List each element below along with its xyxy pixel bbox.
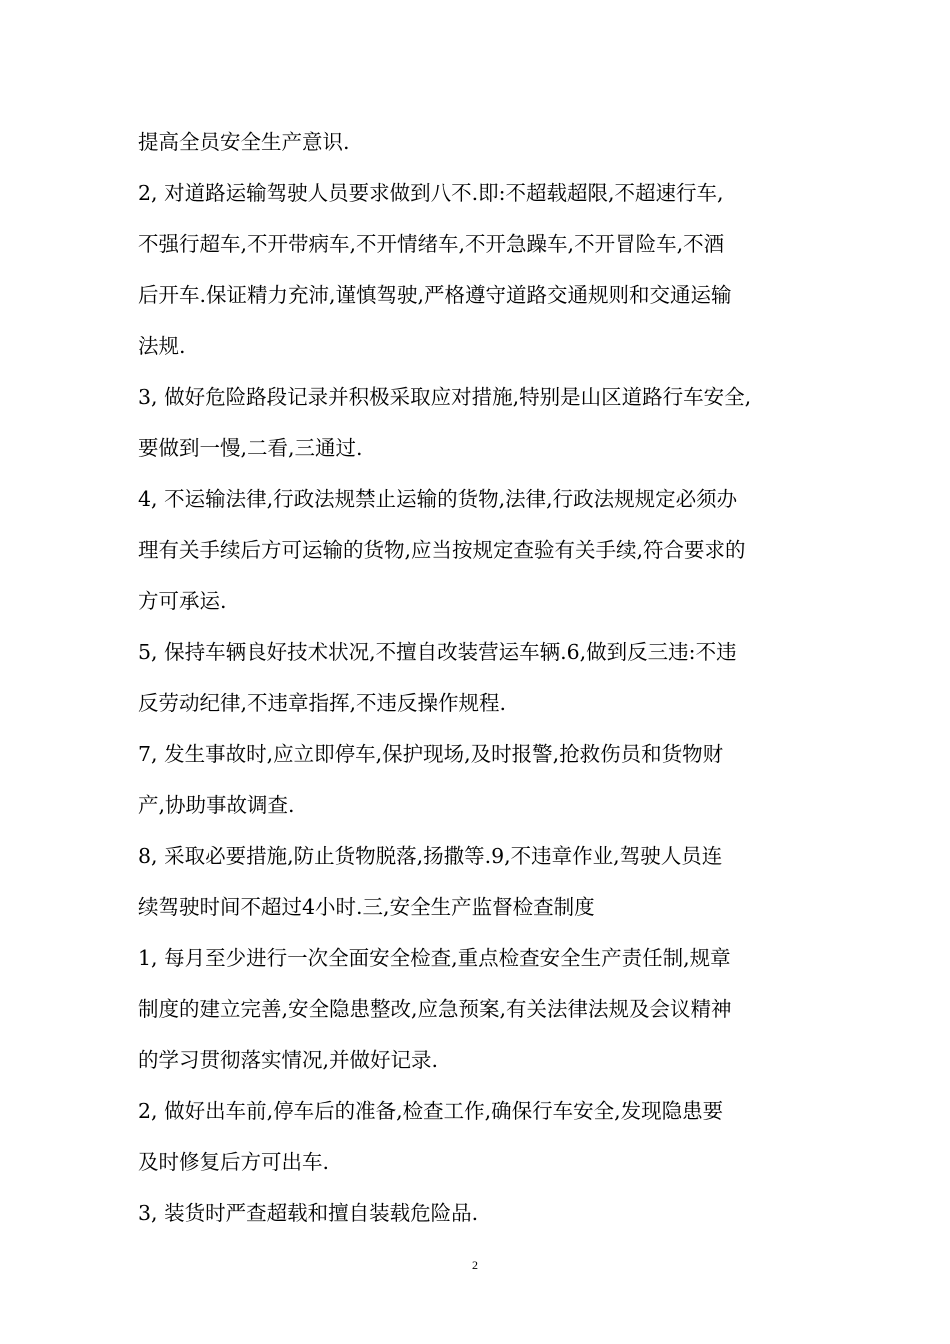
text-line: 3, 做好危险路段记录并积极采取应对措施,特别是山区道路行车安全, [138,385,752,409]
text-line: 方可承运. [138,589,227,613]
text-line: 理有关手续后方可运输的货物,应当按规定查验有关手续,符合要求的 [138,538,746,562]
text-line: 产,协助事故调查. [138,793,295,817]
text-line: 续驾驶时间不超过4小时.三,安全生产监督检查制度 [138,895,595,919]
text-line: 不强行超车,不开带病车,不开情绪车,不开急躁车,不开冒险车,不酒 [138,232,725,256]
text-line: 4, 不运输法律,行政法规禁止运输的货物,法律,行政法规规定必须办 [138,487,738,511]
text-line: 5, 保持车辆良好技术状况,不擅自改装营运车辆.6,做到反三违:不违 [138,640,737,664]
text-line: 要做到一慢,二看,三通过. [138,436,363,460]
body-text [138,124,838,1232]
text-line: 后开车.保证精力充沛,谨慎驾驶,严格遵守道路交通规则和交通运输 [138,283,732,307]
text-line: 反劳动纪律,不违章指挥,不违反操作规程. [138,691,507,715]
text-line: 2, 做好出车前,停车后的准备,检查工作,确保行车安全,发现隐患要 [138,1099,724,1123]
text-line: 法规. [138,334,186,358]
text-line: 提高全员安全生产意识. [138,130,350,154]
text-line: 2, 对道路运输驾驶人员要求做到八不.即:不超载超限,不超速行车, [138,181,724,205]
text-line: 制度的建立完善,安全隐患整改,应急预案,有关法律法规及会议精神 [138,997,732,1021]
text-line: 及时修复后方可出车. [138,1150,330,1174]
page-number: 2 [472,1258,478,1272]
text-line: 的学习贯彻落实情况,并做好记录. [138,1048,439,1072]
text-line: 7, 发生事故时,应立即停车,保护现场,及时报警,抢救伤员和货物财 [138,742,724,766]
text-line: 1, 每月至少进行一次全面安全检查,重点检查安全生产责任制,规章 [138,946,731,970]
text-line: 3, 装货时严查超载和擅自装载危险品. [138,1201,479,1225]
text-line: 8, 采取必要措施,防止货物脱落,扬撒等.9,不违章作业,驾驶人员连 [138,844,723,868]
